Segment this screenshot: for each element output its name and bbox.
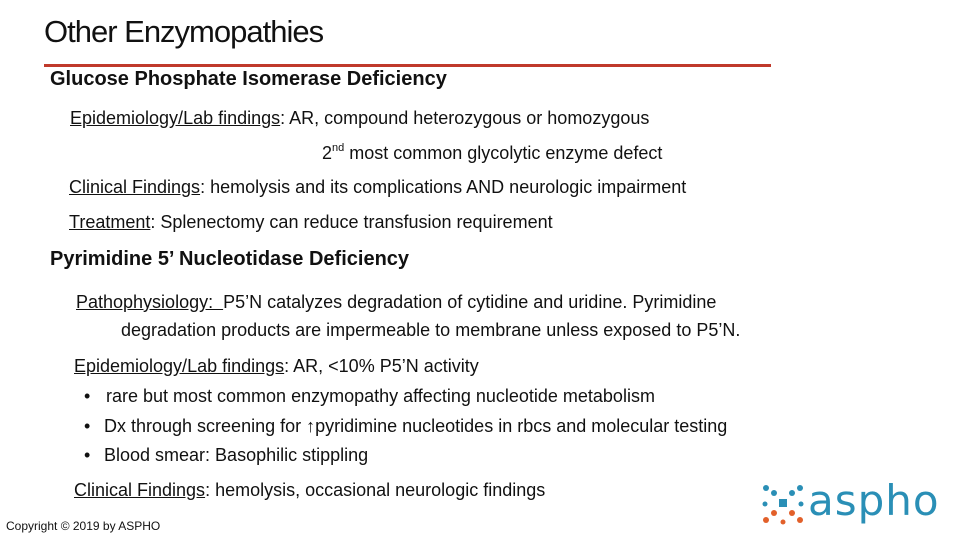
aspho-logo-icon: [760, 482, 806, 528]
section-heading-p5n: Pyrimidine 5’ Nucleotidase Deficiency: [50, 248, 410, 270]
p5n-epidemiology: [74, 356, 479, 377]
p5n-epidemiology-label: Epidemiology/Lab findings: [74, 356, 285, 376]
bullet-text: Blood smear: Basophilic stippling: [104, 445, 369, 465]
aspho-logo-text: aspho: [808, 476, 940, 525]
bullet-text: rare but most common enzymopathy affecting nucleotide metabolism: [106, 386, 655, 406]
p5n-bullet: [84, 416, 727, 437]
gpi-ordinal: 2: [322, 143, 333, 163]
gpi-ordinal-suffix: nd: [332, 142, 345, 154]
p5n-pathophysiology: [76, 292, 716, 313]
bullet-marker: •: [84, 416, 91, 436]
p5n-pathophysiology-label: Pathophysiology:: [76, 292, 224, 312]
p5n-clinical-label: Clinical Findings: [74, 480, 206, 500]
gpi-epidemiology-label: Epidemiology/Lab findings: [70, 108, 281, 128]
section-heading-gpi: Glucose Phosphate Isomerase Deficiency: [50, 68, 447, 90]
gpi-treatment-text: : Splenectomy can reduce transfusion requirement: [150, 212, 553, 232]
p5n-epidemiology-text: : AR, <10% P5’N activity: [284, 356, 479, 376]
slide-title: Other Enzymopathies: [44, 14, 324, 49]
p5n-pathophysiology-line2: degradation products are impermeable to membrane unless exposed to P5’N.: [121, 320, 741, 340]
copyright-notice: Copyright © 2019 by ASPHO: [6, 519, 161, 533]
bullet-marker: •: [84, 386, 91, 406]
gpi-epidemiology: [70, 108, 649, 129]
gpi-treatment-label: Treatment: [69, 212, 151, 232]
p5n-bullet: [84, 386, 655, 407]
p5n-clinical: [74, 480, 545, 501]
gpi-clinical: [69, 177, 686, 198]
title-divider: [44, 64, 771, 67]
gpi-epidemiology-line2: [322, 143, 662, 164]
p5n-pathophysiology-text: P5’N catalyzes degradation of cytidine and uridine. Pyrimidine: [223, 292, 717, 312]
gpi-clinical-text: : hemolysis and its complications AND neurologic impairment: [200, 177, 687, 197]
p5n-bullet: [84, 445, 368, 466]
gpi-epidemiology-text: : AR, compound heterozygous or homozygous: [280, 108, 650, 128]
aspho-logo: [760, 476, 940, 528]
bullet-marker: •: [84, 445, 91, 465]
bullet-text: Dx through screening for ↑pyridimine nucleotides in rbcs and molecular testing: [104, 416, 728, 436]
gpi-epidemiology-line2-text: most common glycolytic enzyme defect: [344, 143, 663, 163]
gpi-treatment: [69, 212, 553, 233]
p5n-clinical-text: : hemolysis, occasional neurologic findings: [205, 480, 546, 500]
gpi-clinical-label: Clinical Findings: [69, 177, 201, 197]
